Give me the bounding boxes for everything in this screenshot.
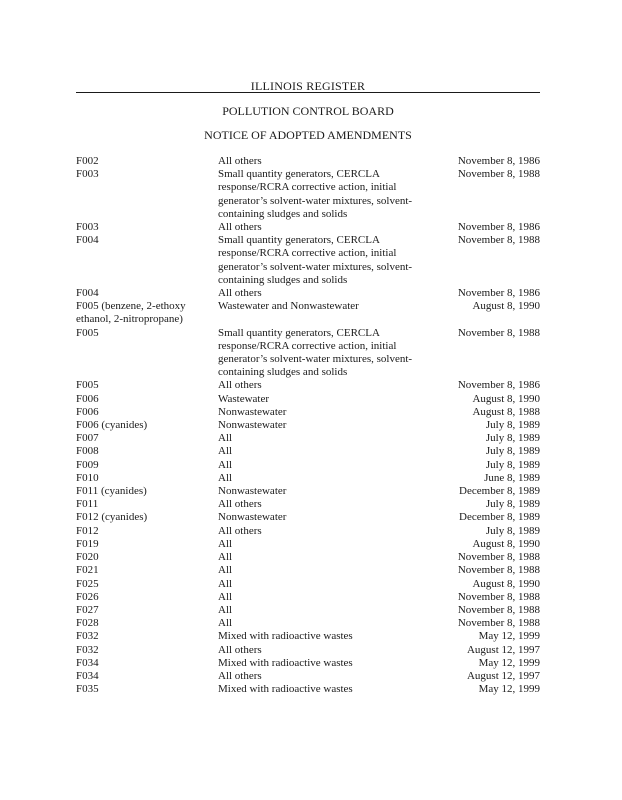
waste-description: All [218, 564, 233, 577]
table-row [76, 617, 540, 630]
waste-description-cell [218, 234, 428, 287]
waste-code-cell [76, 168, 218, 221]
effective-date: May 12, 1999 [478, 656, 540, 669]
effective-date: November 8, 1986 [457, 287, 540, 300]
waste-code-cell [76, 591, 218, 604]
waste-description-cell [218, 564, 428, 577]
table-row [76, 419, 540, 432]
waste-description-cell [218, 591, 428, 604]
waste-description: All others [218, 155, 262, 167]
waste-code: F032 [76, 630, 99, 643]
waste-code-cell [76, 155, 218, 168]
effective-date: July 8, 1989 [485, 524, 540, 537]
waste-code: F011 (cyanides) [76, 485, 147, 498]
effective-date: July 8, 1989 [485, 432, 540, 445]
waste-code: F035 [76, 683, 99, 696]
waste-code-cell [76, 300, 218, 326]
effective-date: November 8, 1988 [457, 590, 540, 603]
waste-code-cell [76, 406, 218, 419]
waste-code: F025 [76, 577, 99, 590]
waste-code-cell [76, 604, 218, 617]
waste-code: F004 [76, 234, 99, 247]
waste-code: F006 [76, 405, 99, 418]
waste-description-cell [218, 472, 428, 485]
effective-date: November 8, 1986 [457, 155, 540, 167]
waste-description: All others [218, 669, 262, 682]
waste-code-cell [76, 234, 218, 287]
effective-date: November 8, 1986 [457, 221, 540, 234]
waste-description-cell [218, 432, 428, 445]
waste-description: Small quantity generators, CERCLA response/RCRA corrective action, initial generator’s solvent-water mixtures, solvent-containing sludges and solids [218, 168, 413, 220]
amendments-table-body [76, 155, 540, 696]
effective-date: May 12, 1999 [478, 683, 540, 696]
waste-code-cell [76, 221, 218, 234]
table-row [76, 406, 540, 419]
waste-description-cell [218, 445, 428, 458]
waste-description: Mixed with radioactive wastes [218, 683, 353, 696]
waste-description: All [218, 617, 233, 630]
table-row [76, 551, 540, 564]
waste-code: F034 [76, 656, 99, 669]
waste-code-cell [76, 419, 218, 432]
table-row [76, 379, 540, 392]
waste-description-cell [218, 327, 428, 380]
waste-code-cell [76, 379, 218, 392]
waste-description: All [218, 590, 233, 603]
effective-date: November 8, 1988 [457, 564, 540, 577]
waste-code-cell [76, 670, 218, 683]
waste-description: All others [218, 524, 262, 537]
table-row [76, 578, 540, 591]
amendments-table [76, 155, 540, 696]
waste-description-cell [218, 551, 428, 564]
waste-code: F002 [76, 155, 99, 167]
waste-code-cell [76, 498, 218, 511]
waste-code: F003 [76, 168, 99, 181]
waste-code: F032 [76, 643, 99, 656]
waste-description-cell [218, 498, 428, 511]
table-row [76, 485, 540, 498]
waste-description: All [218, 537, 233, 550]
waste-code-cell [76, 578, 218, 591]
waste-description-cell [218, 221, 428, 234]
table-row [76, 155, 540, 168]
waste-code-cell [76, 644, 218, 657]
waste-description: Nonwastewater [218, 405, 287, 418]
waste-code-cell [76, 525, 218, 538]
waste-code: F005 [76, 326, 99, 339]
waste-description: All others [218, 643, 262, 656]
waste-description: Nonwastewater [218, 511, 287, 524]
waste-code-cell [76, 551, 218, 564]
waste-code-cell [76, 459, 218, 472]
waste-code-cell [76, 564, 218, 577]
waste-code-cell [76, 485, 218, 498]
table-row [76, 432, 540, 445]
waste-code-cell [76, 393, 218, 406]
waste-description-cell [218, 644, 428, 657]
waste-description: Mixed with radioactive wastes [218, 656, 353, 669]
effective-date: August 8, 1988 [472, 405, 540, 418]
waste-code-cell [76, 287, 218, 300]
waste-code: F028 [76, 617, 99, 630]
table-row [76, 644, 540, 657]
effective-date: August 8, 1990 [472, 392, 540, 405]
waste-description: All [218, 603, 233, 616]
effective-date: May 12, 1999 [478, 630, 540, 643]
waste-code: F012 (cyanides) [76, 511, 148, 524]
waste-description-cell [218, 155, 428, 168]
effective-date: November 8, 1986 [457, 379, 540, 392]
waste-description: All [218, 445, 233, 458]
waste-code: F008 [76, 445, 99, 458]
waste-description-cell [218, 168, 428, 221]
waste-description-cell [218, 287, 428, 300]
waste-description-cell [218, 578, 428, 591]
waste-description: All [218, 471, 233, 484]
waste-description-cell [218, 459, 428, 472]
effective-date: November 8, 1988 [457, 168, 540, 181]
waste-description: All others [218, 287, 262, 300]
effective-date: August 8, 1990 [472, 537, 540, 550]
waste-code-cell [76, 511, 218, 524]
waste-description-cell [218, 406, 428, 419]
table-row [76, 657, 540, 670]
waste-description-cell [218, 393, 428, 406]
waste-code-cell [76, 683, 218, 696]
waste-description-cell [218, 379, 428, 392]
effective-date: August 8, 1990 [472, 577, 540, 590]
table-row [76, 591, 540, 604]
waste-code: F010 [76, 471, 99, 484]
table-row [76, 525, 540, 538]
waste-description: Wastewater [218, 392, 270, 405]
table-row [76, 445, 540, 458]
table-row [76, 498, 540, 511]
table-row [76, 287, 540, 300]
waste-description-cell [218, 419, 428, 432]
effective-date: August 8, 1990 [472, 300, 540, 313]
waste-code: F005 (benzene, 2-ethoxy ethanol, 2-nitropropane) [76, 300, 186, 326]
board-title: POLLUTION CONTROL BOARD [222, 104, 394, 118]
waste-description: Mixed with radioactive wastes [218, 630, 353, 643]
table-row [76, 564, 540, 577]
waste-code: F034 [76, 669, 99, 682]
table-row [76, 630, 540, 643]
waste-description-cell [218, 511, 428, 524]
waste-description: Nonwastewater [218, 419, 287, 432]
table-row [76, 168, 540, 221]
waste-code-cell [76, 538, 218, 551]
waste-code: F021 [76, 564, 99, 577]
effective-date: July 8, 1989 [485, 445, 540, 458]
effective-date: November 8, 1988 [457, 603, 540, 616]
waste-description: All others [218, 498, 262, 511]
waste-description: Small quantity generators, CERCLA response/RCRA corrective action, initial generator’s solvent-water mixtures, solvent-containing sludges and solids [218, 326, 413, 379]
waste-code: F012 [76, 524, 99, 537]
effective-date: July 8, 1989 [485, 458, 540, 471]
waste-description: Nonwastewater [218, 485, 287, 498]
effective-date: November 8, 1988 [457, 617, 540, 630]
waste-code: F003 [76, 221, 99, 234]
table-row [76, 604, 540, 617]
waste-code-cell [76, 445, 218, 458]
waste-description-cell [218, 657, 428, 670]
waste-code: F009 [76, 458, 99, 471]
waste-description-cell [218, 604, 428, 617]
table-row [76, 393, 540, 406]
register-title: ILLINOIS REGISTER [250, 79, 366, 93]
waste-code: F004 [76, 287, 99, 300]
waste-description-cell [218, 683, 428, 696]
waste-description-cell [218, 538, 428, 551]
waste-code-cell [76, 327, 218, 380]
waste-code: F020 [76, 551, 99, 564]
waste-code: F019 [76, 537, 99, 550]
table-row [76, 300, 540, 326]
waste-description: Wastewater and Nonwastewater [218, 300, 359, 313]
table-row [76, 538, 540, 551]
table-row [76, 234, 540, 287]
waste-code-cell [76, 472, 218, 485]
waste-description: All [218, 577, 233, 590]
effective-date: June 8, 1989 [484, 471, 540, 484]
effective-date: July 8, 1989 [485, 498, 540, 511]
effective-date: December 8, 1989 [459, 485, 540, 498]
waste-code: F026 [76, 590, 99, 603]
table-row [76, 221, 540, 234]
waste-code: F011 [76, 498, 99, 511]
notice-title: NOTICE OF ADOPTED AMENDMENTS [204, 128, 412, 142]
waste-code: F006 [76, 392, 99, 405]
waste-description: All [218, 432, 233, 445]
table-row [76, 472, 540, 485]
waste-description: Small quantity generators, CERCLA response/RCRA corrective action, initial generator’s solvent-water mixtures, solvent-containing sludges and solids [218, 234, 413, 286]
waste-code-cell [76, 630, 218, 643]
effective-date: August 12, 1997 [466, 643, 540, 656]
waste-description: All [218, 458, 233, 471]
effective-date: November 8, 1988 [457, 326, 540, 339]
header-rule [76, 92, 540, 93]
effective-date: November 8, 1988 [457, 234, 540, 247]
effective-date: December 8, 1989 [459, 511, 540, 524]
waste-code-cell [76, 432, 218, 445]
waste-code: F005 [76, 379, 99, 392]
table-row [76, 327, 540, 380]
waste-description: All [218, 551, 233, 564]
waste-description: All others [218, 379, 262, 392]
table-row [76, 459, 540, 472]
effective-date: July 8, 1989 [485, 419, 540, 432]
waste-code: F027 [76, 603, 99, 616]
waste-description-cell [218, 485, 428, 498]
waste-description: All others [218, 221, 262, 234]
waste-description-cell [218, 617, 428, 630]
waste-code-cell [76, 657, 218, 670]
waste-description-cell [218, 300, 428, 326]
effective-date: November 8, 1988 [457, 551, 540, 564]
waste-description-cell [218, 630, 428, 643]
effective-date: August 12, 1997 [466, 669, 540, 682]
waste-code: F007 [76, 432, 99, 445]
waste-description-cell [218, 525, 428, 538]
table-row [76, 670, 540, 683]
table-row [76, 683, 540, 696]
waste-code: F006 (cyanides) [76, 419, 148, 432]
waste-description-cell [218, 670, 428, 683]
table-row [76, 511, 540, 524]
waste-code-cell [76, 617, 218, 630]
